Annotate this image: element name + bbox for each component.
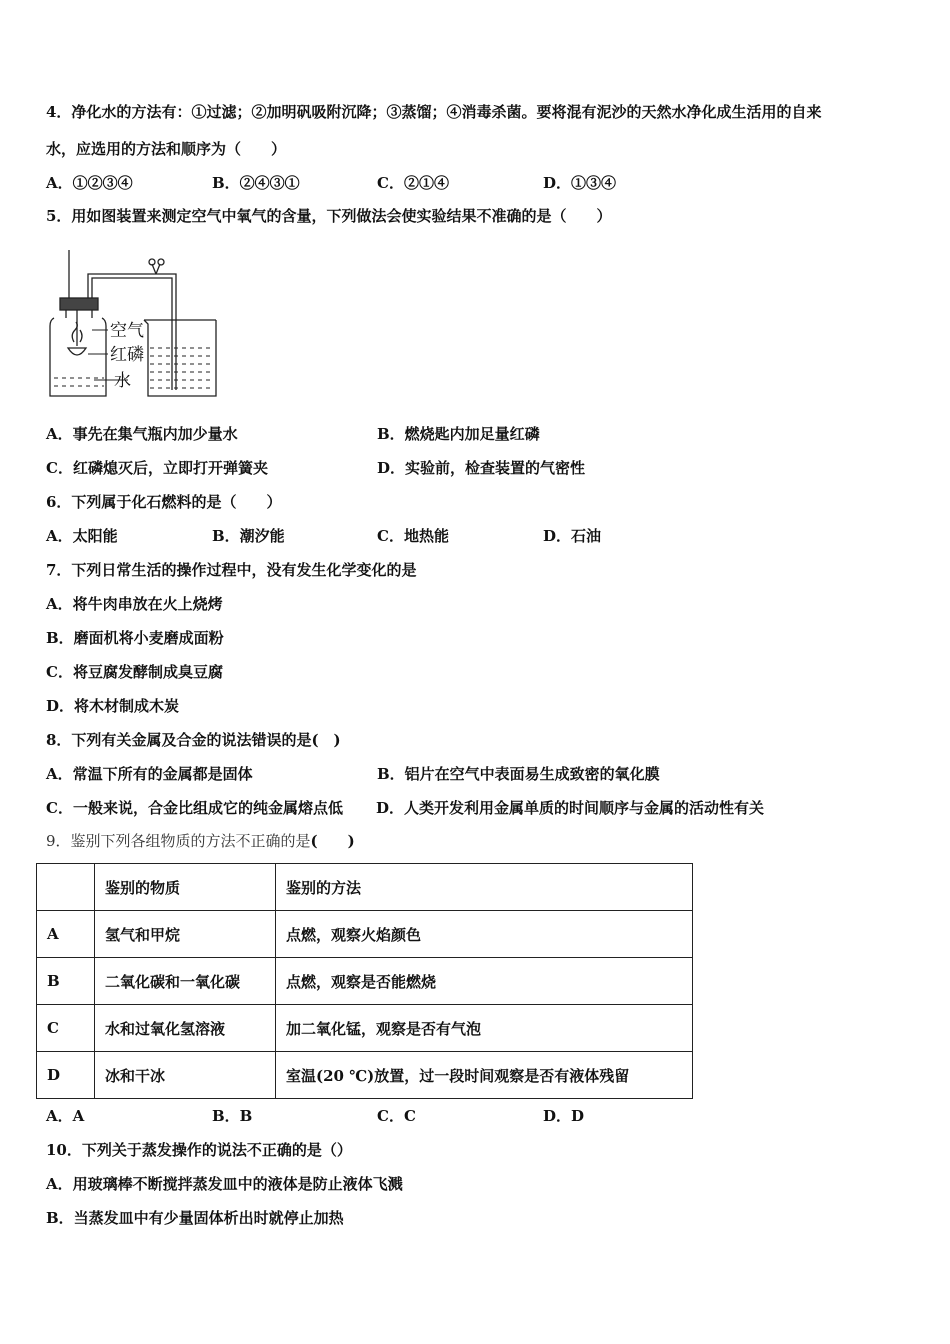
table-cell: 点燃，观察火焰颜色: [276, 911, 693, 958]
q4-option-c: C．②①④: [377, 174, 449, 192]
q8-option-a: A．常温下所有的金属都是固体: [46, 765, 253, 783]
q5-option-b: B．燃烧匙内加足量红磷: [377, 425, 540, 443]
q8-option-b: B．铝片在空气中表面易生成致密的氧化膜: [377, 765, 660, 783]
q8-option-d: D．人类开发利用金属单质的时间顺序与金属的活动性有关: [376, 799, 765, 817]
q9-option-c: C．C: [377, 1107, 416, 1125]
q9-stem: [46, 831, 355, 851]
table-header-row: [37, 864, 693, 911]
q10-option-b: B．当蒸发皿中有少量固体析出时就停止加热: [46, 1209, 344, 1227]
table-header-cell: 鉴别的方法: [276, 864, 693, 911]
q7-option-b: B．磨面机将小麦磨成面粉: [46, 629, 224, 647]
q5-option-a: A．事先在集气瓶内加少量水: [46, 425, 238, 443]
table-cell: A: [37, 911, 95, 958]
q9-stem-paren: ( ): [310, 832, 355, 850]
table-cell: 水和过氧化氢溶液: [95, 1005, 276, 1052]
table-cell: C: [37, 1005, 95, 1052]
table-header-cell: [37, 864, 95, 911]
q5-option-c: C．红磷熄灭后，立即打开弹簧夹: [46, 459, 268, 477]
q4-option-a: A．①②③④: [46, 174, 133, 192]
q10-option-a: A．用玻璃棒不断搅拌蒸发皿中的液体是防止液体飞溅: [46, 1175, 403, 1193]
label-air: 空气: [110, 321, 144, 341]
q4-option-b: B．②④③①: [212, 174, 300, 192]
table-cell: 点燃，观察是否能燃烧: [276, 958, 693, 1005]
q9-option-a: A．A: [46, 1107, 85, 1125]
q10-stem: 10．下列关于蒸发操作的说法不正确的是（）: [46, 1141, 352, 1159]
table-cell: 加二氧化锰，观察是否有气泡: [276, 1005, 693, 1052]
q8-option-c: C．一般来说，合金比组成它的纯金属熔点低: [46, 799, 343, 817]
table-cell: B: [37, 958, 95, 1005]
table-row: [37, 1005, 693, 1052]
table-row: [37, 911, 693, 958]
q6-option-d: D．石油: [543, 527, 602, 545]
q5-stem: 5．用如图装置来测定空气中氧气的含量，下列做法会使实验结果不准确的是（ ）: [46, 207, 612, 225]
q6-option-a: A．太阳能: [46, 527, 118, 545]
q6-option-b: B．潮汐能: [212, 527, 285, 545]
q9-option-b: B．B: [212, 1107, 253, 1125]
q4-option-d: D．①③④: [543, 174, 617, 192]
q6-stem: 6．下列属于化石燃料的是（ ）: [46, 493, 282, 511]
table-row: [37, 958, 693, 1005]
q8-stem: 8．下列有关金属及合金的说法错误的是( ): [46, 731, 341, 749]
q4-stem-line2: 水，应选用的方法和顺序为（ ）: [46, 140, 287, 158]
table-cell: 二氧化碳和一氧化碳: [95, 958, 276, 1005]
q9-stem-text: 9．鉴别下列各组物质的方法不正确的是: [46, 832, 311, 850]
table-cell: 室温(20 ℃)放置，过一段时间观察是否有液体残留: [276, 1052, 693, 1099]
table-header-cell: 鉴别的物质: [95, 864, 276, 911]
q9-table: [36, 863, 693, 1099]
table-cell: 冰和干冰: [95, 1052, 276, 1099]
table-row: [37, 1052, 693, 1099]
q9-option-d: D．D: [543, 1107, 585, 1125]
q7-option-c: C．将豆腐发酵制成臭豆腐: [46, 663, 223, 681]
table-cell: D: [37, 1052, 95, 1099]
q5-option-d: D．实验前，检查装置的气密性: [377, 459, 586, 477]
q7-option-d: D．将木材制成木炭: [46, 697, 180, 715]
q6-option-c: C．地热能: [377, 527, 449, 545]
label-water: 水: [114, 371, 131, 391]
apparatus-diagram: [44, 250, 224, 400]
table-cell: 氢气和甲烷: [95, 911, 276, 958]
q7-stem: 7．下列日常生活的操作过程中，没有发生化学变化的是: [46, 561, 417, 579]
q7-option-a: A．将牛肉串放在火上烧烤: [46, 595, 223, 613]
q4-stem-line1: 4．净化水的方法有：①过滤；②加明矾吸附沉降；③蒸馏；④消毒杀菌。要将混有泥沙的天然水净化成生活用的自来: [46, 103, 822, 121]
label-red-phosphorus: 红磷: [110, 345, 144, 365]
